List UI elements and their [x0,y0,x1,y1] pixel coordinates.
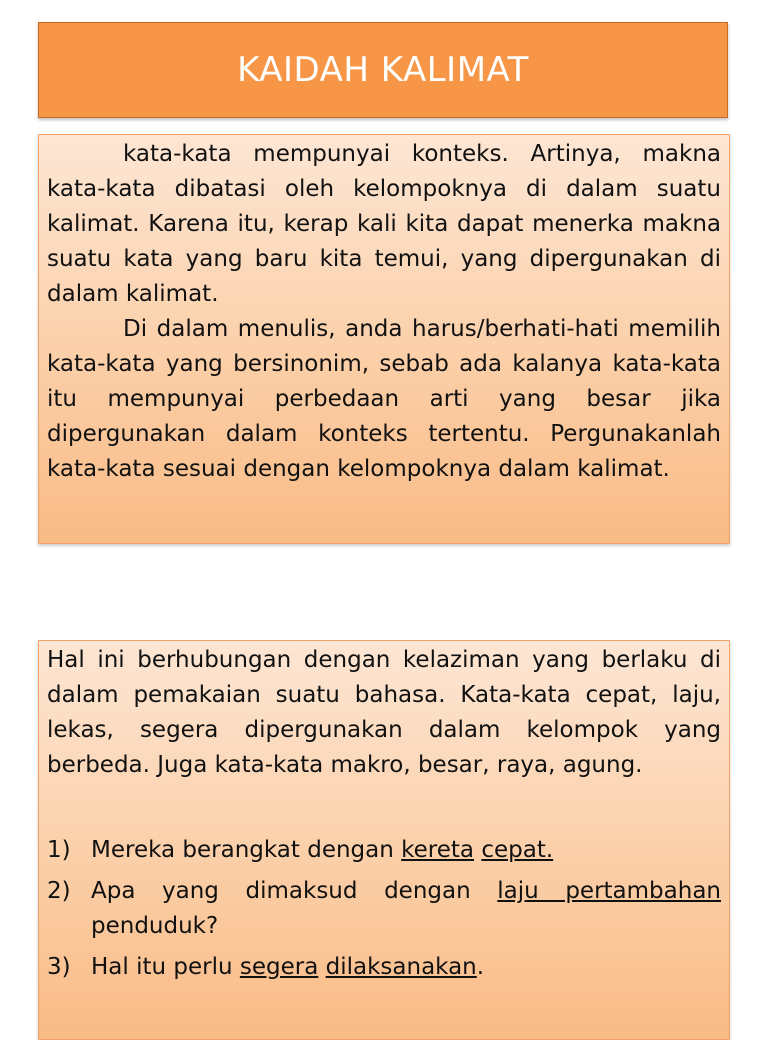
underlined-word: dilaksanakan [325,954,477,980]
example-text: Hal itu perlu [91,954,240,980]
content-box-bottom [38,640,730,1040]
paragraph-konteks: kata-kata mempunyai konteks. Artinya, makna kata-kata dibatasi oleh kelompoknya di dalam suatu kalimat. Karena itu, kerap kali kita dapat menerka makna suatu kata yang baru kita temui, yang dipergunakan di dalam kalimat. [47,141,721,307]
example-text: Mereka berangkat dengan [91,837,402,863]
example-text: . [476,954,485,980]
page-title: KAIDAH KALIMAT [237,50,529,90]
list-number: 2) [47,878,71,904]
list-text [91,874,721,944]
example-text: penduduk? [91,913,219,939]
example-list [47,833,721,985]
list-item [47,874,721,944]
content-box-top [38,134,730,544]
paragraph-sinonim: Di dalam menulis, anda harus/berhati-hati memilih kata-kata yang bersinonim, sebab ada kalanya kata-kata itu mempunyai perbedaan arti yang besar jika dipergunakan dalam konteks tertentu. Pergunakanlah kata-kata sesuai dengan kelompoknya dalam kalimat. [47,316,721,482]
list-number: 3) [47,954,71,980]
paragraph-kelaziman: Hal ini berhubungan dengan kelaziman yang berlaku di dalam pemakaian suatu bahasa. Kata-kata cepat, laju, lekas, segera dipergunakan dalam kelompok yang berbeda. Juga kata-kata makro, besar, raya, agung. [47,647,721,778]
underlined-word: kereta [401,837,475,863]
spacer [47,783,721,833]
list-item [47,833,721,868]
list-text [91,833,721,868]
list-number: 1) [47,837,71,863]
example-text [318,954,325,980]
underlined-word: segera [239,954,319,980]
underlined-word: cepat. [481,837,554,863]
list-text [91,950,721,985]
example-text: Apa yang dimaksud dengan [91,878,498,904]
underlined-word: laju pertambahan [497,878,721,904]
list-item [47,950,721,985]
title-banner [38,22,728,118]
